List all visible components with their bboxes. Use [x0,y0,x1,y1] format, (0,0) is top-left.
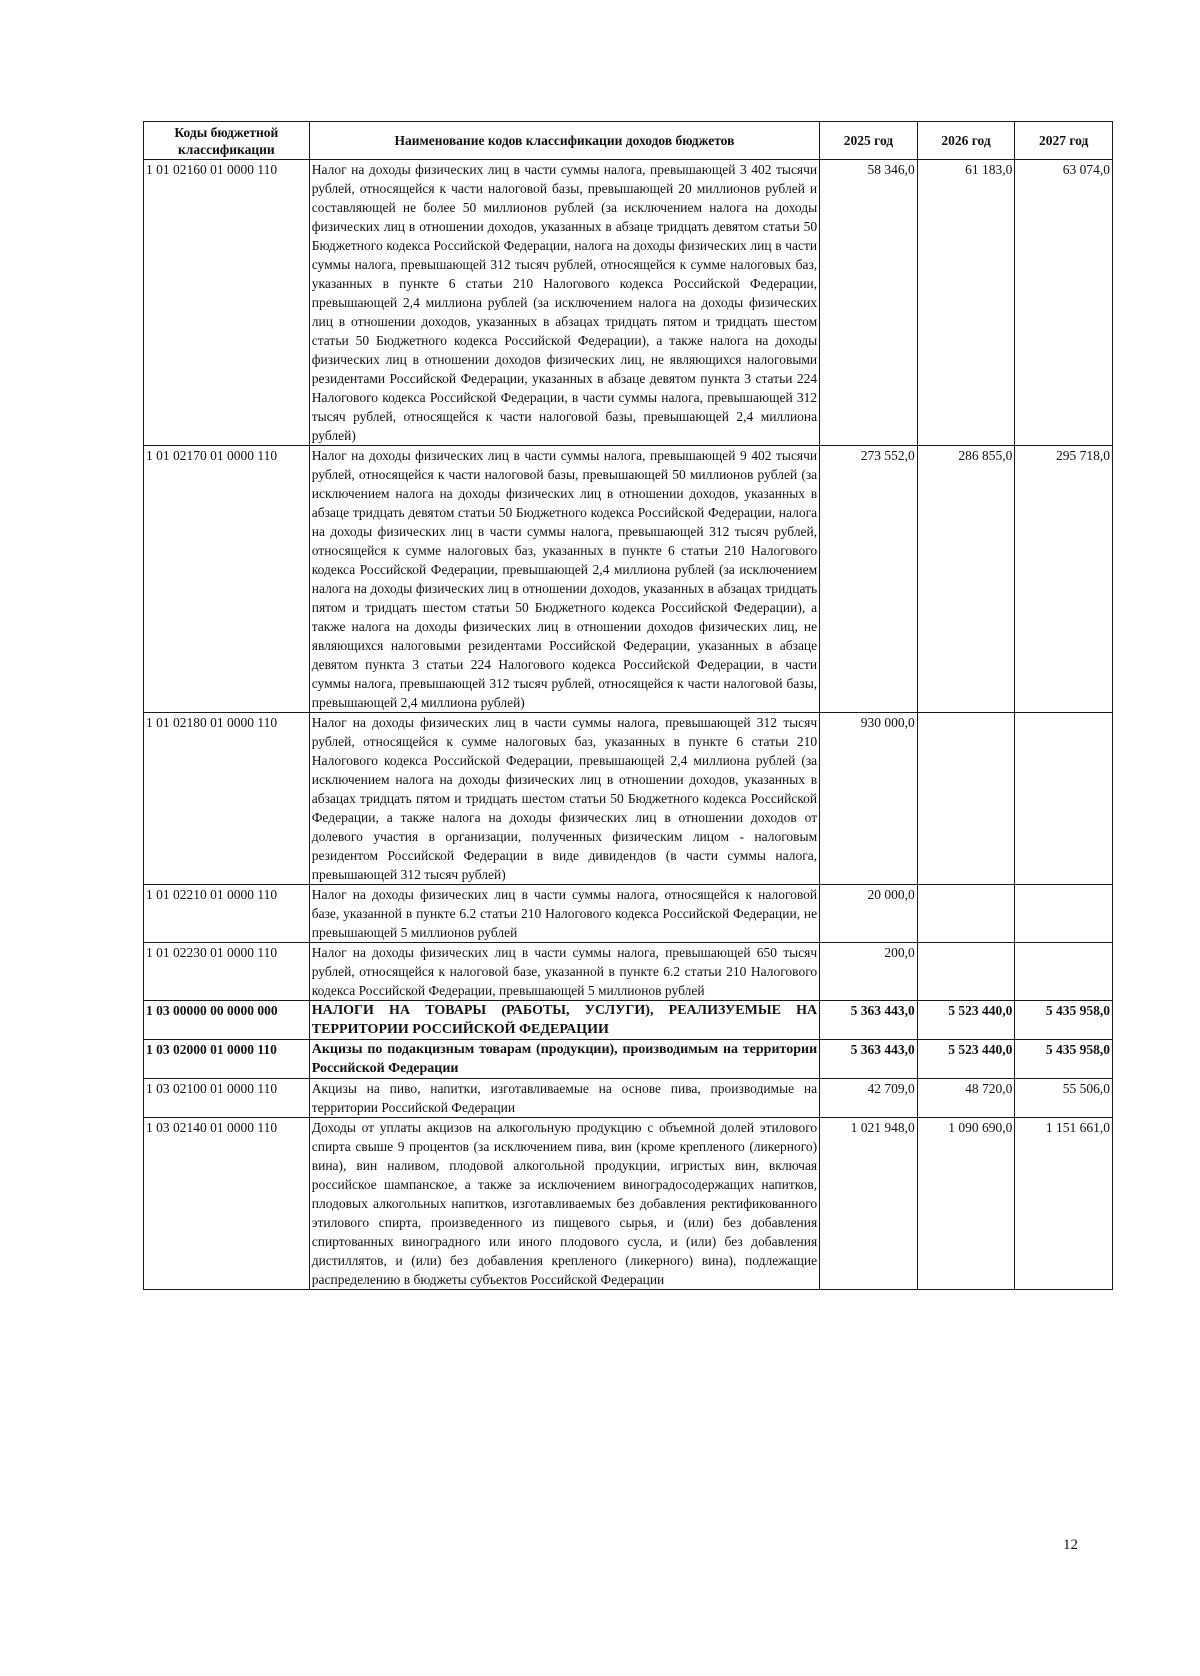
row-code: 1 01 02230 01 0000 110 [144,943,310,1001]
row-value-2027: 5 435 958,0 [1015,1040,1113,1079]
row-code: 1 01 02160 01 0000 110 [144,160,310,446]
budget-revenue-table [143,121,1113,1290]
row-value-2025: 20 000,0 [820,885,918,943]
row-code: 1 03 00000 00 0000 000 [144,1001,310,1040]
table-row-subsection [144,1040,1113,1079]
row-name: Налог на доходы физических лиц в части суммы налога, относящейся к налоговой базе, указанной в пункте 6.2 статьи 210 Налогового кодекса Российской Федерации, не превышающей 5 миллионов рублей [309,885,819,943]
row-code: 1 01 02210 01 0000 110 [144,885,310,943]
row-value-2025: 58 346,0 [820,160,918,446]
table-row [144,943,1113,1001]
row-name: Доходы от уплаты акцизов на алкогольную продукцию с объемной долей этилового спирта свыше 9 процентов (за исключением пива, вин (кроме крепленого (ликерного) вина), вин наливом, плодовой алкогольной продукции, игристых вин, включая российское шампанское, а также за исключением виноградосодержащих напитков, плодовых алкогольных напитков, изготавливаемых без добавления ректификованного этилового спирта, произведенного из пищевого сырья, и (или) без добавления спиртованных виноградного или иного плодового сусла, и (или) без добавления дистиллятов, и (или) без добавления крепленого (ликерного) вина), подлежащие распределению в бюджеты субъектов Российской Федерации [309,1118,819,1290]
row-value-2027 [1015,943,1113,1001]
row-name: Акцизы на пиво, напитки, изготавливаемые на основе пива, производимые на территории Российской Федерации [309,1079,819,1118]
row-value-2027: 295 718,0 [1015,446,1113,713]
row-value-2026: 61 183,0 [917,160,1015,446]
row-value-2026 [917,713,1015,885]
table-row [144,885,1113,943]
row-value-2025: 42 709,0 [820,1079,918,1118]
header-name: Наименование кодов классификации доходов бюджетов [309,122,819,160]
row-code: 1 03 02000 01 0000 110 [144,1040,310,1079]
row-value-2025: 5 363 443,0 [820,1001,918,1040]
row-value-2025: 1 021 948,0 [820,1118,918,1290]
row-value-2025: 930 000,0 [820,713,918,885]
table-row [144,446,1113,713]
table-header-row [144,122,1113,160]
table-row [144,160,1113,446]
table-row [144,1079,1113,1118]
row-name: Налог на доходы физических лиц в части суммы налога, превышающей 312 тысяч рублей, относящейся к сумме налоговых баз, указанных в пункте 6 статьи 210 Налогового кодекса Российской Федерации, превышающей 2,4 миллиона рублей (за исключением налога на доходы физических лиц в отношении доходов, указанных в абзацах тридцать пятом и тридцать шестом статьи 50 Бюджетного кодекса Российской Федерации, а также налога на доходы физических лиц в отношении доходов от долевого участия в организации, полученных физическим лицом - налоговым резидентом Российской Федерации в виде дивидендов (в части суммы налога, превышающей 312 тысяч рублей) [309,713,819,885]
table-row [144,1118,1113,1290]
row-value-2027: 5 435 958,0 [1015,1001,1113,1040]
row-name: Налог на доходы физических лиц в части суммы налога, превышающей 650 тысяч рублей, относящейся к налоговой базе, указанной в пункте 6.2 статьи 210 Налогового кодекса Российской Федерации, превышающей 5 миллионов рублей [309,943,819,1001]
row-value-2025: 200,0 [820,943,918,1001]
row-value-2027: 63 074,0 [1015,160,1113,446]
header-2026: 2026 год [917,122,1015,160]
header-2025: 2025 год [820,122,918,160]
row-name: Налог на доходы физических лиц в части суммы налога, превышающей 3 402 тысячи рублей, относящейся к части налоговой базы, превышающей 20 миллионов рублей и составляющей не более 50 миллионов рублей (за исключением налога на доходы физических лиц в отношении доходов, указанных в абзаце тридцать девятом статьи 50 Бюджетного кодекса Российской Федерации, налога на доходы физических лиц в части суммы налога, превышающей 312 тысяч рублей, относящейся к сумме налоговых баз, указанных в пункте 6 статьи 210 Налогового кодекса Российской Федерации, превышающей 2,4 миллиона рублей (за исключением налога на доходы физических лиц в отношении доходов, указанных в абзацах тридцать пятом и тридцать шестом статьи 50 Бюджетного кодекса Российской Федерации), а также налога на доходы физических лиц в отношении доходов физических лиц, не являющихся налоговыми резидентами Российской Федерации, указанных в абзаце девятом пункта 3 статьи 224 Налогового кодекса Российской Федерации, в части суммы налога, превышающей 312 тысяч рублей, относящейся к части налоговой базы, превышающей 2,4 миллиона рублей) [309,160,819,446]
row-value-2026 [917,885,1015,943]
row-value-2026: 5 523 440,0 [917,1040,1015,1079]
row-value-2027: 55 506,0 [1015,1079,1113,1118]
header-2027: 2027 год [1015,122,1113,160]
table-row [144,713,1113,885]
row-name: НАЛОГИ НА ТОВАРЫ (РАБОТЫ, УСЛУГИ), РЕАЛИЗУЕМЫЕ НА ТЕРРИТОРИИ РОССИЙСКОЙ ФЕДЕРАЦИИ [309,1001,819,1040]
row-value-2026: 48 720,0 [917,1079,1015,1118]
page-number: 12 [1063,1537,1078,1553]
table-row-section [144,1001,1113,1040]
row-value-2027: 1 151 661,0 [1015,1118,1113,1290]
row-name: Налог на доходы физических лиц в части суммы налога, превышающей 9 402 тысячи рублей, относящейся к части налоговой базы, превышающей 50 миллионов рублей (за исключением налога на доходы физических лиц в отношении доходов, указанных в абзаце тридцать девятом статьи 50 Бюджетного кодекса Российской Федерации, налога на доходы физических лиц в части суммы налога, превышающей 312 тысяч рублей, относящейся к сумме налоговых баз, указанных в пункте 6 статьи 210 Налогового кодекса Российской Федерации, превышающей 2,4 миллиона рублей (за исключением налога на доходы физических лиц в отношении доходов, указанных в абзацах тридцать пятом и тридцать шестом статьи 50 Бюджетного кодекса Российской Федерации), а также налога на доходы физических лиц в отношении доходов физических лиц, не являющихся налоговыми резидентами Российской Федерации, указанных в абзаце девятом пункта 3 статьи 224 Налогового кодекса Российской Федерации, в части суммы налога, превышающей 312 тысяч рублей, относящейся к части налоговой базы, превышающей 2,4 миллиона рублей) [309,446,819,713]
row-value-2027 [1015,885,1113,943]
row-value-2025: 273 552,0 [820,446,918,713]
row-name: Акцизы по подакцизным товарам (продукции), производимым на территории Российской Федерации [309,1040,819,1079]
row-value-2025: 5 363 443,0 [820,1040,918,1079]
row-value-2026: 5 523 440,0 [917,1001,1015,1040]
header-code: Коды бюджетной классификации [144,122,310,160]
row-code: 1 03 02100 01 0000 110 [144,1079,310,1118]
row-code: 1 03 02140 01 0000 110 [144,1118,310,1290]
row-value-2026: 1 090 690,0 [917,1118,1015,1290]
row-value-2026: 286 855,0 [917,446,1015,713]
row-value-2026 [917,943,1015,1001]
row-value-2027 [1015,713,1113,885]
row-code: 1 01 02180 01 0000 110 [144,713,310,885]
row-code: 1 01 02170 01 0000 110 [144,446,310,713]
